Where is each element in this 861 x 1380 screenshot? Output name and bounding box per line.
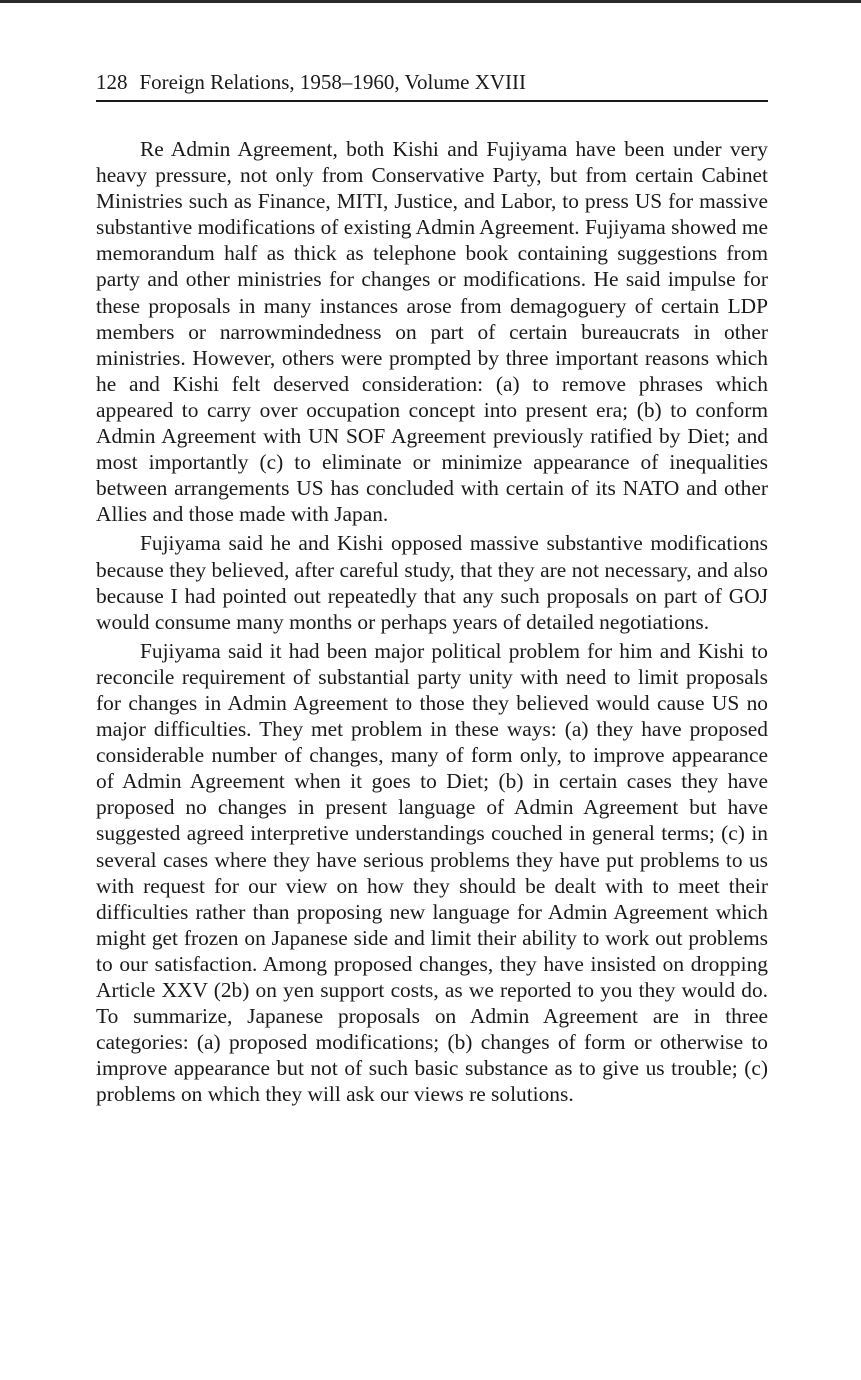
running-head (96, 68, 768, 102)
paragraph-political-problem: Fujiyama said it had been major political problem for him and Kishi to reconcile requirement of substantial party unity with need to limit proposals for changes in Admin Agreement to those they believed would cause US no major difficulties. They met problem in these ways: (a) they have proposed considerable number of changes, many of form only, to improve appearance of Admin Agreement when it goes to Diet; (b) in certain cases they have proposed no changes in present language of Admin Agreement but have suggested agreed interpretive understandings couched in general terms; (c) in several cases where they have serious problems they have put problems to us with request for our view on how they should be dealt with to meet their difficulties rather than proposing new language for Admin Agreement which might get frozen on Japanese side and limit their ability to work out problems to our satisfaction. Among proposed changes, they have insisted on dropping Article XXV (2b) on yen support costs, as we reported to you they would do. To summarize, Japanese proposals on Admin Agreement are in three categories: (a) proposed modifications; (b) changes of form or otherwise to improve appearance but not of such basic substance as to give us trouble; (c) problems on which they will ask our views re solutions. (96, 638, 768, 1107)
paragraph-opposed-modifications: Fujiyama said he and Kishi opposed massive substantive modifications because they believed, after careful study, that they are not necessary, and also because I had pointed out repeatedly that any such proposals on part of GOJ would consume many months or perhaps years of detailed negotiations. (96, 531, 768, 634)
paragraph-admin-agreement-pressure: Re Admin Agreement, both Kishi and Fujiyama have been under very heavy pressure, not only from Conservative Party, but from certain Cabinet Ministries such as Finance, MITI, Justice, and Labor, to press US for massive substantive modifications of existing Admin Agreement. Fujiyama showed me memorandum half as thick as telephone book containing suggestions from party and other ministries for changes or modifications. He said impulse for these proposals in many instances arose from demagoguery of certain LDP members or narrowmindedness on part of certain bureaucrats in other ministries. However, others were prompted by three important reasons which he and Kishi felt deserved consideration: (a) to remove phrases which appeared to carry over occupation concept into present era; (b) to conform Admin Agreement with UN SOF Agreement previously ratified by Diet; and most importantly (c) to eliminate or minimize appearance of inequalities between arrangements US has concluded with certain of its NATO and other Allies and those made with Japan. (96, 137, 768, 527)
page-number: 128 (96, 70, 128, 94)
book-title: Foreign Relations, 1958–1960, Volume XVIII (139, 70, 527, 94)
document-page (96, 68, 768, 1107)
body-text (96, 136, 768, 1107)
scan-top-edge (0, 0, 861, 3)
